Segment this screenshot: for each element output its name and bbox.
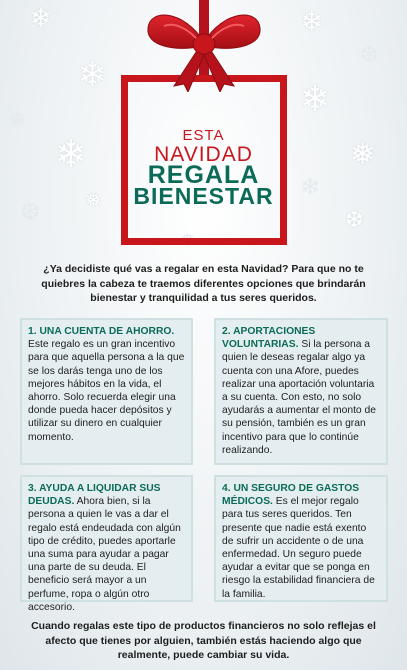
snowflake-icon: ❆ [345,208,364,233]
card-body: Es el mejor regalo para tus seres queridos. Ten presente que nadie está exento de sufrir un accidente o de una enfermedad. Un seguro puede ayudar a evitar que se ponga en riesgo la estabilidad financiera de la familia. [222,496,375,600]
card-heading: 1. UNA CUENTA DE AHORRO. [28,326,175,337]
title-line-bienestar: BIENESTAR [133,183,274,209]
gift-bow-icon [144,0,264,92]
snowflake-icon: ❆ [360,43,379,68]
card-body: Ahora bien, si la persona a quien le vas a dar el regalo está endeudada con algún tipo de crédito, puedes aportarle una suma para ayudar a pagar una parte de su deuda. El beneficio será mayor a un perfume, ropa o algún otro accesorio. [28,496,181,613]
snowflake-icon: ❄ [30,4,52,34]
card-body: Este regalo es un gran incentivo para que aquella persona a la que se los darás tenga uno de los mejores hábitos en la vida, el ahorro. Solo recuerda elegir una donde pueda hacer depósitos y utilizar su dinero en cualquier momento. [28,339,185,443]
card-heading: 3. AYUDA A LIQUIDAR SUS DEUDAS. [28,483,161,508]
snowflake-icon: ❄ [300,79,331,120]
option-card-savings [20,318,193,465]
snowflake-icon: ❅ [180,230,196,251]
card-body: Si la persona a quien le deseas regalar algo ya cuenta con una Afore, puedes realizar una aportación voluntaria a su cuenta. Con esto, no solo ayudarás a aumentar el monto de su pensión, también es un gran incentivo para que lo continúe realizando. [222,339,376,456]
intro-text: ¿Ya decidiste qué vas a regalar en esta Navidad? Para que no te quiebres la cabeza te traemos diferentes opciones que brindarán bienestar y tranquilidad a tus seres queridos. [41,263,366,304]
closing-text: Cuando regalas este tipo de productos financieros no solo reflejas el afecto que tienes por alguien, también estás haciendo algo que realmente, puede cambiar su vida. [31,620,376,661]
title-line-navidad: NAVIDAD [154,143,253,166]
snowflake-icon: ❅ [350,137,376,172]
snowflake-icon: ❆ [20,198,41,226]
option-card-medical-insurance [214,475,388,602]
snowflake-icon: ❄ [78,55,107,95]
snowflake-icon: ❅ [85,188,102,212]
snowflake-icon: ❅ [8,108,27,133]
card-heading: 4. UN SEGURO DE GASTOS MÉDICOS. [222,483,360,508]
snowflake-icon: ❄ [300,173,321,201]
snowflake-icon: ❄ [55,132,87,176]
option-card-debt-help [20,475,193,613]
snowflake-icon: ❄ [300,5,324,38]
title-line-esta: ESTA [182,127,225,144]
option-card-voluntary-contributions [214,318,388,465]
title-line-regala: REGALA [147,161,260,189]
card-heading: 2. APORTACIONES VOLUNTARIAS. [222,326,316,351]
